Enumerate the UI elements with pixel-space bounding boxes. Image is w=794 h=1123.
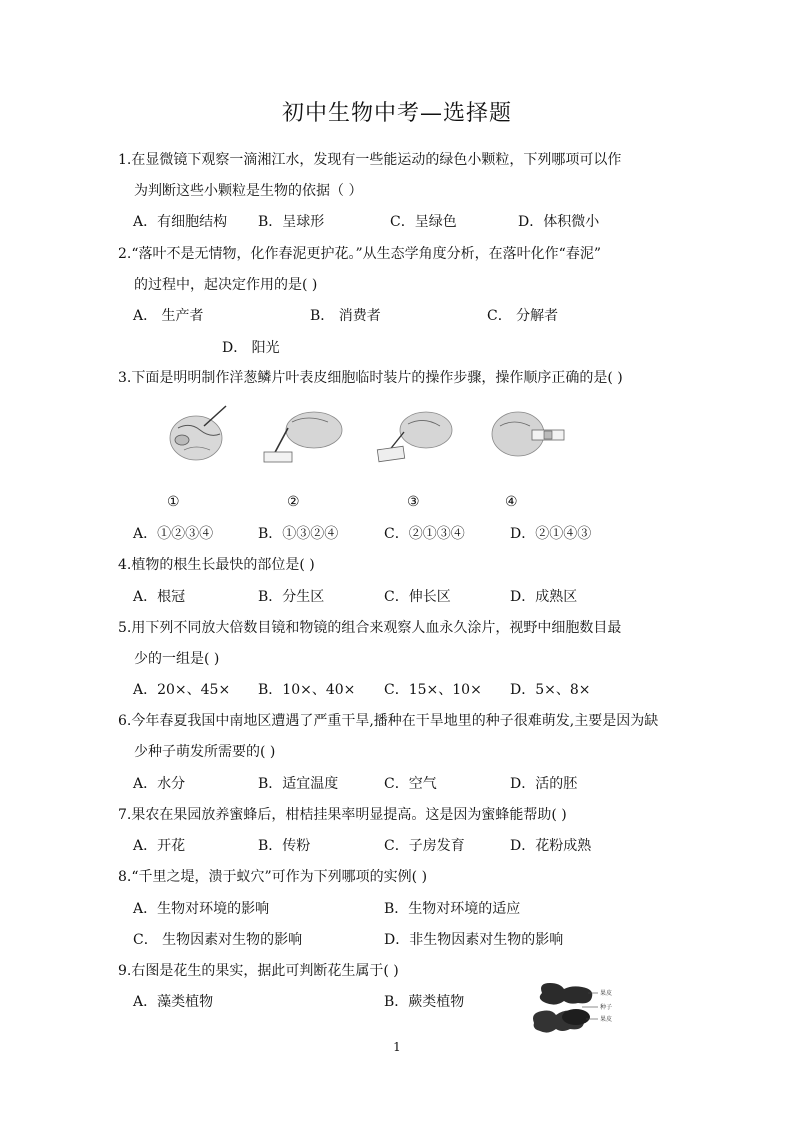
question-3-option-a: A．①②③④ xyxy=(133,526,214,542)
question-9-option-b: B．蕨类植物 xyxy=(384,994,465,1010)
peanut-figure xyxy=(520,975,640,1040)
question-7-option-c: C．子房发育 xyxy=(384,838,465,854)
figure-label-4: ④ xyxy=(505,494,518,510)
question-4-option-d: D．成熟区 xyxy=(510,589,578,605)
question-9-line-1: 9.右图是花生的果实，据此可判断花生属于( ) xyxy=(118,963,399,979)
question-3-option-c: C．②①③④ xyxy=(384,526,465,542)
question-5-option-a: A．20×、45× xyxy=(133,682,231,698)
question-8-option-b: B．生物对环境的适应 xyxy=(384,901,521,917)
figure-step-1-image xyxy=(160,400,240,470)
question-2-line-2: 的过程中，起决定作用的是( ) xyxy=(134,277,318,293)
question-1-option-a: A．有细胞结构 xyxy=(133,214,228,230)
figure-step-3-image xyxy=(372,400,462,470)
question-6-option-d: D．活的胚 xyxy=(510,776,578,792)
question-6-line-1: 6.今年春夏我国中南地区遭遇了严重干旱,播种在干旱地里的种子很难萌发,主要是因为缺 xyxy=(118,713,659,729)
question-6-option-b: B．适宜温度 xyxy=(258,776,339,792)
figure-label-3: ③ xyxy=(407,494,420,510)
question-3-option-b: B．①③②④ xyxy=(258,526,339,542)
peanut-label-3: 果皮 xyxy=(600,1016,613,1023)
question-9-option-a: A．藻类植物 xyxy=(133,994,214,1010)
question-3-line-1: 3.下面是明明制作洋葱鳞片叶表皮细胞临时装片的操作步骤，操作顺序正确的是( ) xyxy=(118,370,623,386)
question-5-option-d: D．5×、8× xyxy=(510,682,591,698)
page-number: 1 xyxy=(393,1040,401,1054)
question-2-option-d: D． 阳光 xyxy=(222,340,280,356)
question-6-option-a: A．水分 xyxy=(133,776,186,792)
page-title: 初中生物中考—选择题 xyxy=(281,101,512,126)
question-8-option-d: D．非生物因素对生物的影响 xyxy=(384,932,564,948)
question-5-line-2: 少的一组是( ) xyxy=(134,651,220,667)
question-5-option-c: C．15×、10× xyxy=(384,682,482,698)
question-4-option-a: A．根冠 xyxy=(133,589,186,605)
question-8-option-a: A．生物对环境的影响 xyxy=(133,901,270,917)
question-1-option-b: B．呈球形 xyxy=(258,214,325,230)
figure-label-1: ① xyxy=(167,494,180,510)
question-4-line-1: 4.植物的根生长最快的部位是( ) xyxy=(118,557,315,573)
question-5-line-1: 5.用下列不同放大倍数目镜和物镜的组合来观察人血永久涂片，视野中细胞数目最 xyxy=(118,620,622,636)
peanut-label-2: 种子 xyxy=(600,1004,613,1011)
question-1-option-c: C．呈绿色 xyxy=(390,214,457,230)
question-1-option-d: D．体积微小 xyxy=(518,214,600,230)
question-2-option-c: C． 分解者 xyxy=(487,308,559,324)
figure-step-2-image xyxy=(258,400,348,470)
question-4-option-b: B．分生区 xyxy=(258,589,325,605)
question-7-option-a: A．开花 xyxy=(133,838,186,854)
question-7-line-1: 7.果农在果园放养蜜蜂后，柑桔挂果率明显提高。这是因为蜜蜂能帮助( ) xyxy=(118,807,567,823)
question-2-line-1: 2.“落叶不是无情物，化作春泥更护花。”从生态学角度分析，在落叶化作“春泥” xyxy=(118,246,601,262)
question-8-option-c: C． 生物因素对生物的影响 xyxy=(133,932,303,948)
question-6-line-2: 少种子萌发所需要的( ) xyxy=(134,744,276,760)
figure-step-4-image xyxy=(484,400,574,470)
figure-label-2: ② xyxy=(287,494,300,510)
question-1-line-2: 为判断这些小颗粒是生物的依据（ ） xyxy=(134,183,363,199)
question-1-line-1: 1.在显微镜下观察一滴湘江水，发现有一些能运动的绿色小颗粒，下列哪项可以作 xyxy=(118,152,622,168)
peanut-label-1: 果皮 xyxy=(600,990,613,997)
question-2-option-b: B． 消费者 xyxy=(310,308,381,324)
question-8-line-1: 8.“千里之堤，溃于蚁穴”可作为下列哪项的实例( ) xyxy=(118,869,428,885)
question-5-option-b: B．10×、40× xyxy=(258,682,356,698)
question-4-option-c: C．伸长区 xyxy=(384,589,451,605)
question-7-option-d: D．花粉成熟 xyxy=(510,838,592,854)
question-6-option-c: C．空气 xyxy=(384,776,437,792)
question-2-option-a: A． 生产者 xyxy=(133,308,204,324)
question-3-option-d: D．②①④③ xyxy=(510,526,592,542)
question-7-option-b: B．传粉 xyxy=(258,838,311,854)
